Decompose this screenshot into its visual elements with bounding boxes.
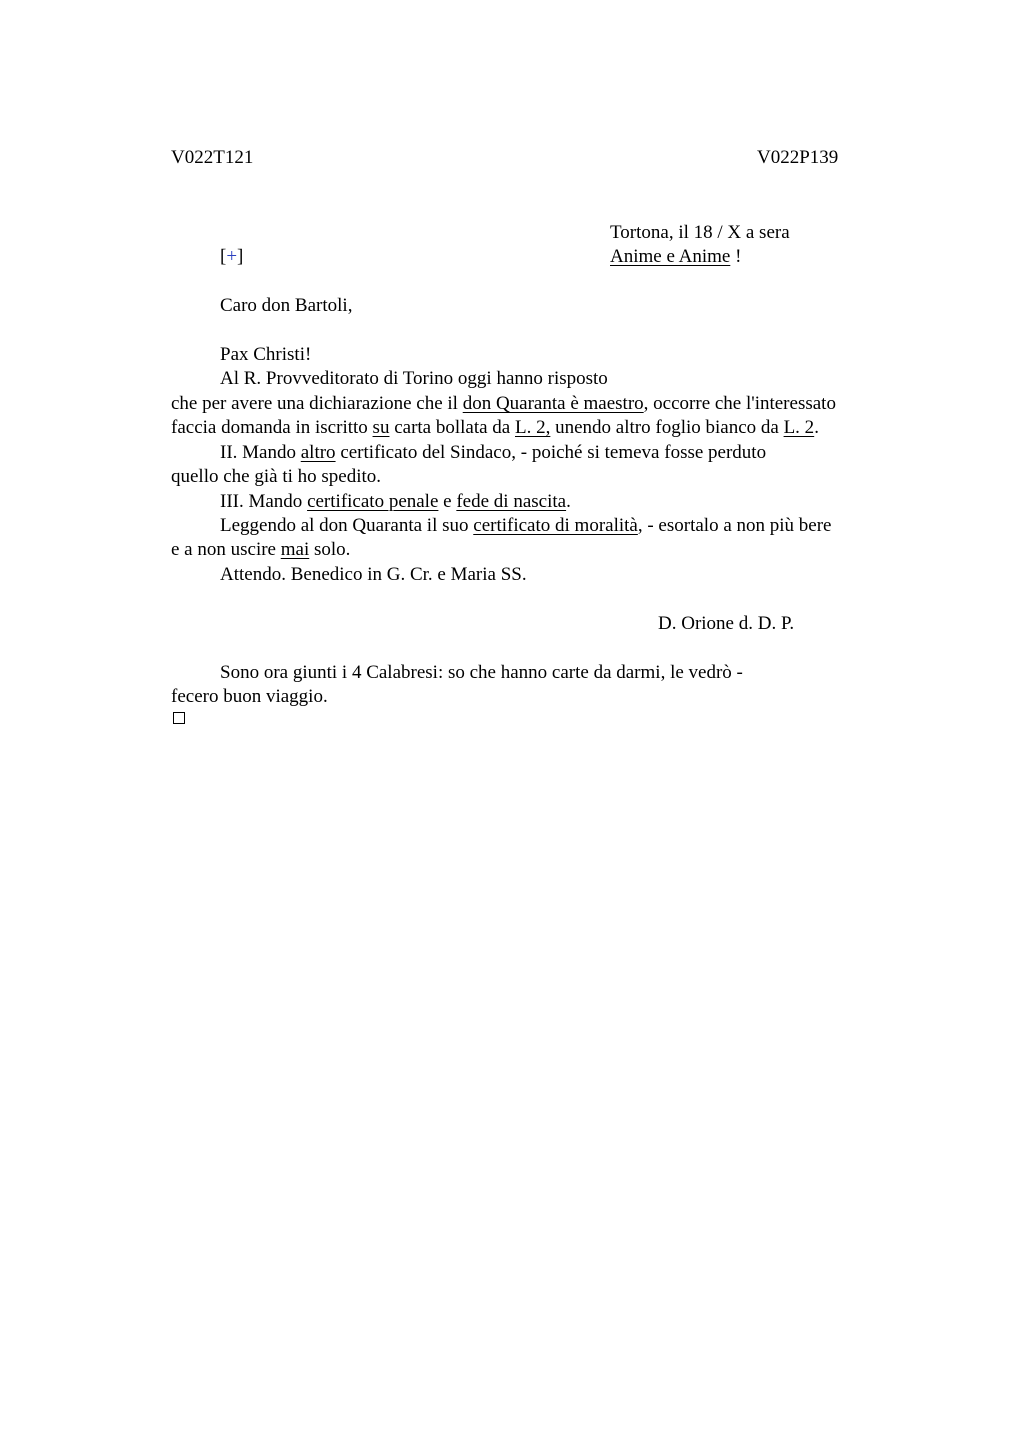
body-line [171, 416, 819, 440]
body-line [171, 392, 836, 416]
signature: D. Orione d. D. P. [658, 613, 795, 634]
motto-suffix: ! [730, 246, 742, 267]
body-line [171, 538, 350, 562]
body-line [220, 514, 832, 538]
body-line: Attendo. Benedico in G. Cr. e Maria SS. [220, 564, 527, 585]
cross-icon: + [226, 246, 238, 267]
underlined-text: don Quaranta è maestro [462, 393, 644, 414]
motto [610, 245, 741, 269]
greeting: Pax Christi! [220, 344, 312, 365]
text-run: solo. [309, 539, 351, 560]
text-run: e a non uscire [171, 539, 281, 560]
body-line [220, 441, 766, 465]
underlined-text: mai [280, 539, 310, 560]
postscript-line: Sono ora giunti i 4 Calabresi: so che hanno carte da darmi, le vedrò - [220, 662, 743, 683]
text-run: carta bollata da [389, 417, 515, 438]
document-code-left: V022T121 [171, 147, 254, 168]
text-run: Leggendo al don Quaranta il suo [220, 515, 474, 536]
text-run: unendo altro foglio bianco da [550, 417, 784, 438]
cross-mark [220, 245, 243, 269]
text-run: . [566, 491, 571, 512]
underlined-text: altro [300, 442, 336, 463]
text-run: III. Mando [220, 491, 308, 512]
body-line: quello che già ti ho spedito. [171, 466, 382, 487]
salutation: Caro don Bartoli, [220, 295, 353, 316]
text-run: faccia domanda in iscritto [171, 417, 373, 438]
text-run: , - esortalo a non più bere [637, 515, 832, 536]
end-marker-icon [173, 712, 185, 724]
text-run: II. Mando [220, 442, 301, 463]
underlined-text: L. 2 [783, 417, 815, 438]
place-date: Tortona, il 18 / X a sera [610, 222, 790, 243]
underlined-text: fede di nascita [456, 491, 567, 512]
cross-bracket-open: [ [220, 246, 227, 267]
postscript-line: fecero buon viaggio. [171, 686, 328, 707]
text-run: e [438, 491, 457, 512]
text-run: . [814, 417, 819, 438]
text-run: , occorre che l'interessato [643, 393, 836, 414]
cross-bracket-close: ] [237, 246, 244, 267]
text-run: che per avere una dichiarazione che il [171, 393, 463, 414]
document-code-right: V022P139 [757, 147, 839, 168]
underlined-text: certificato di moralità [473, 515, 638, 536]
underlined-text: L. 2, [515, 417, 551, 438]
underlined-text: certificato penale [307, 491, 439, 512]
underlined-text: su [372, 417, 390, 438]
body-line: Al R. Provveditorato di Torino oggi hanno risposto [220, 368, 608, 389]
text-run: certificato del Sindaco, - poiché si temeva fosse perduto [335, 442, 767, 463]
body-line [220, 490, 571, 514]
motto-text: Anime e Anime [610, 246, 731, 267]
